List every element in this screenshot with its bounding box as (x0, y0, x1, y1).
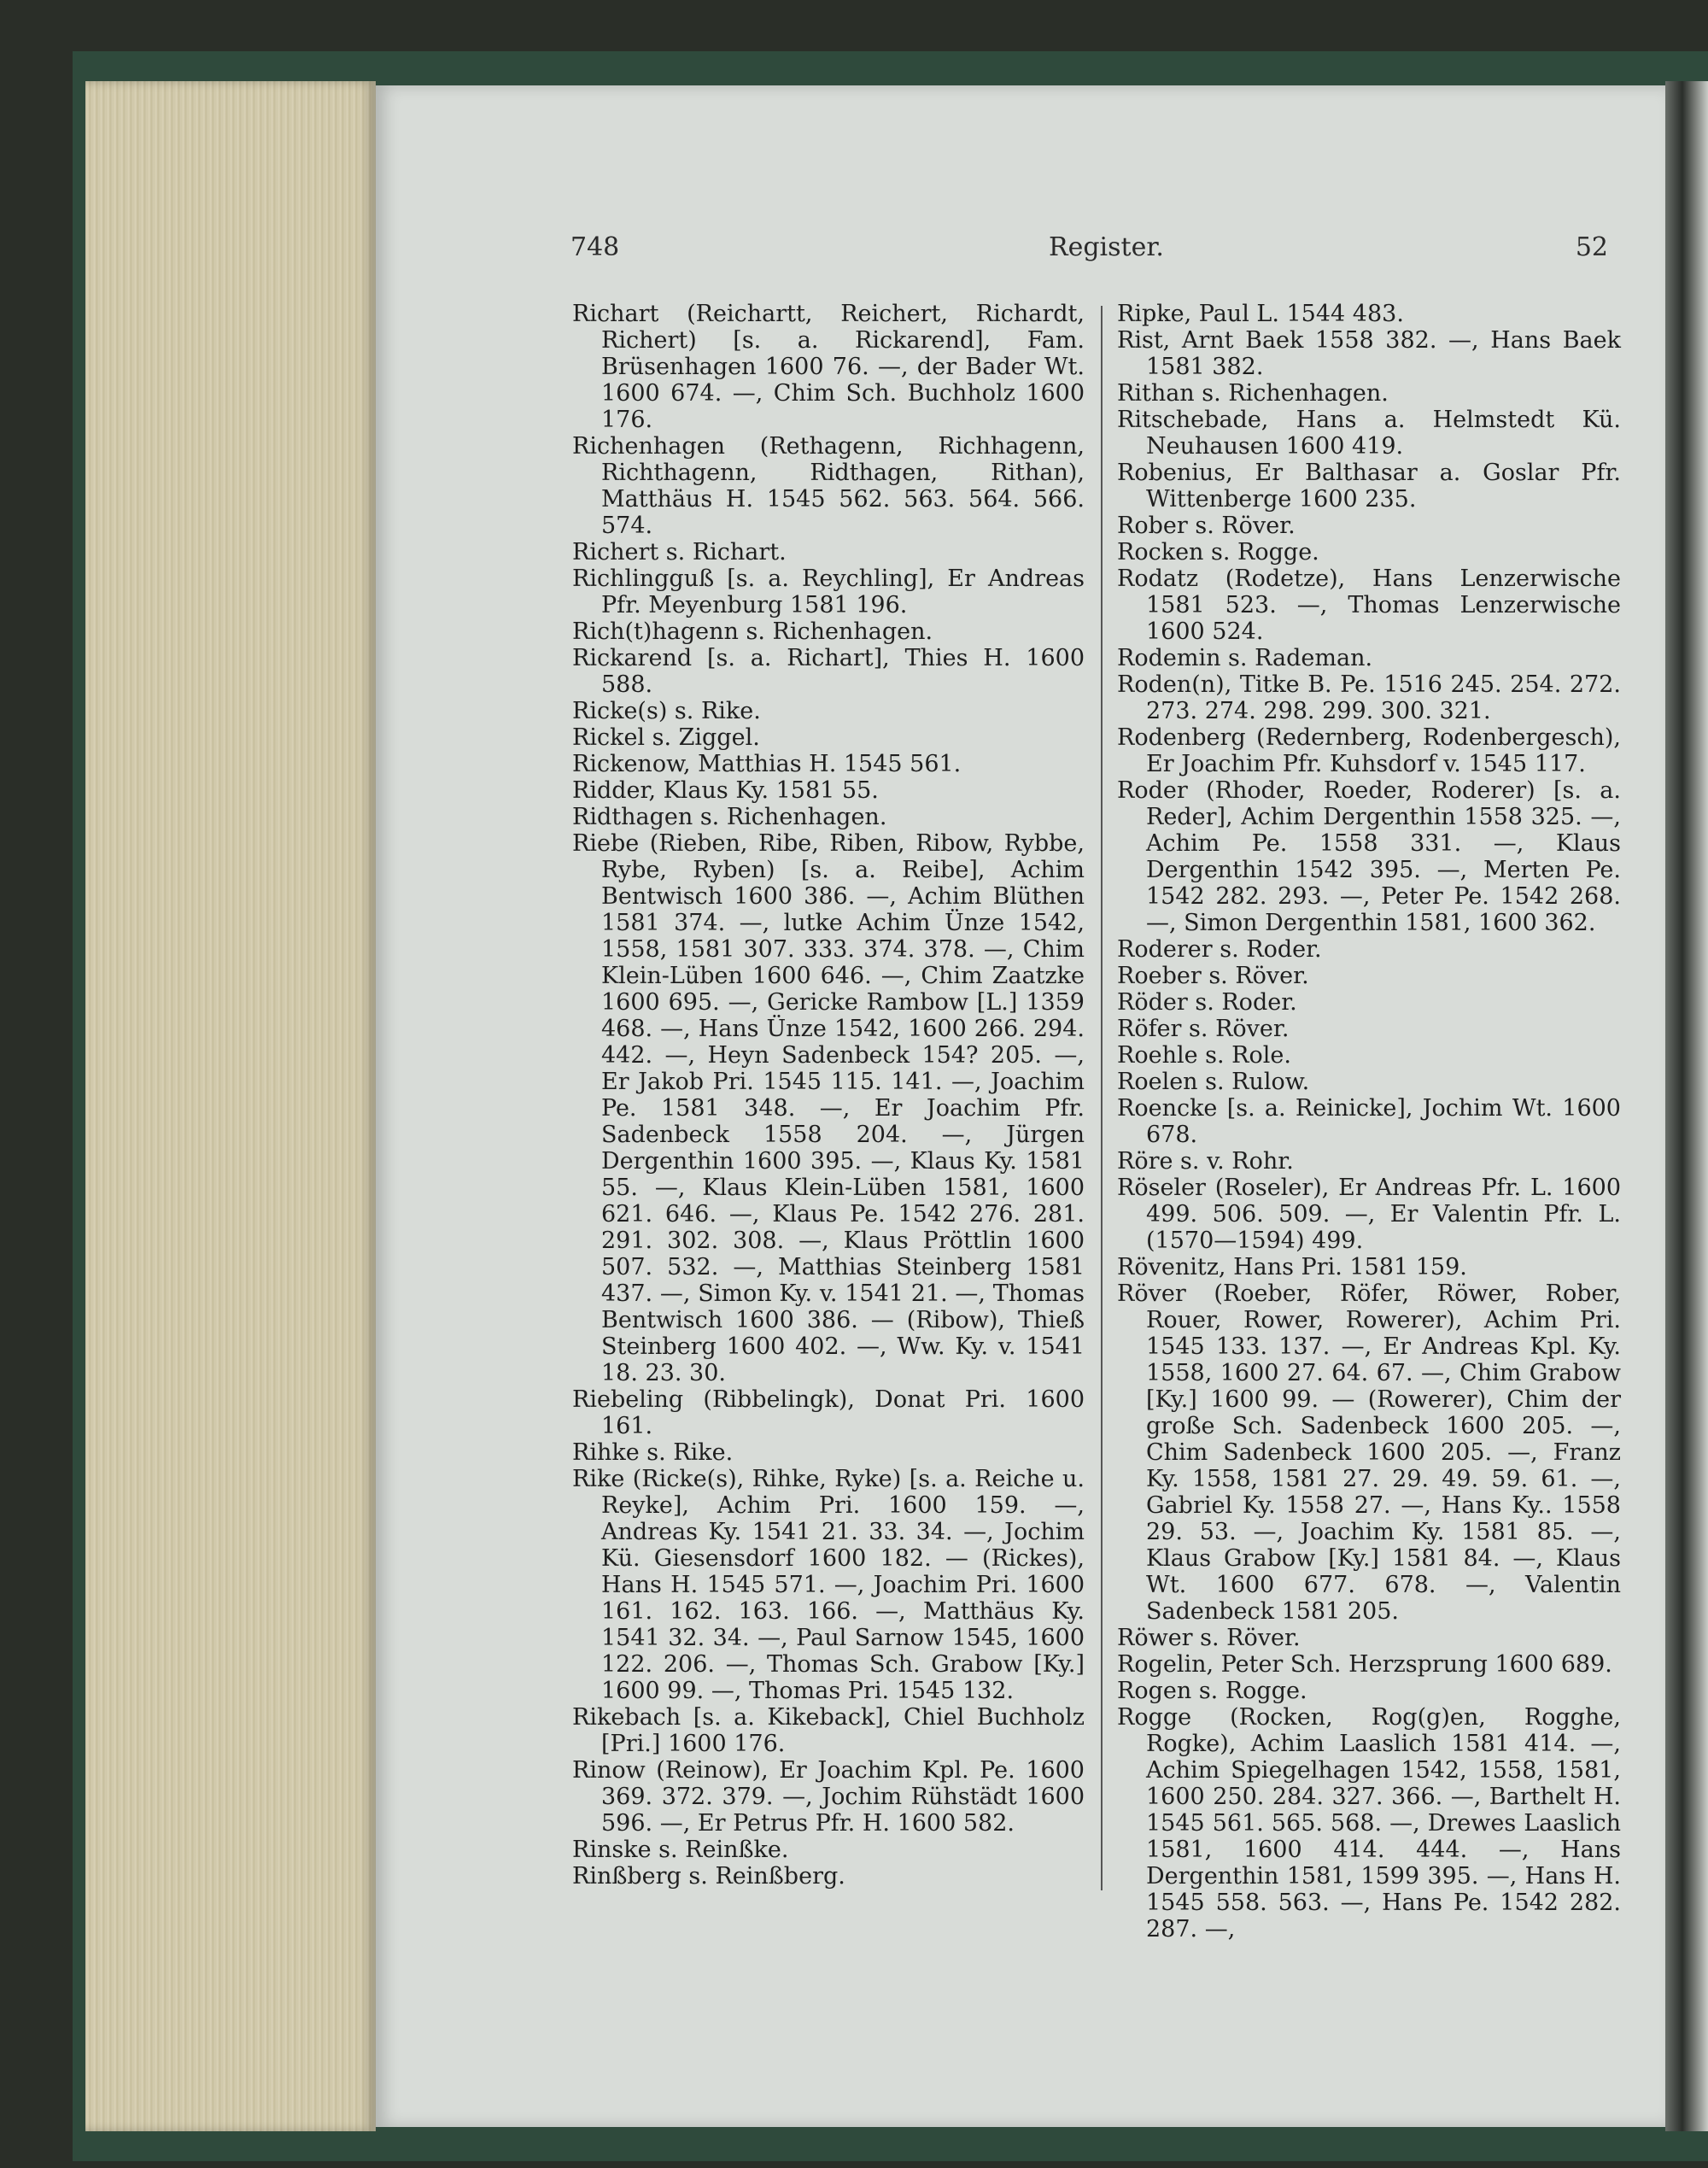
index-entry: Rickenow, Matthias H. 1545 561. (572, 751, 962, 777)
index-entry: Ridthagen s. Richenhagen. (572, 804, 887, 830)
index-entry: Rinow (Reinow), Er Joachim Kpl. Pe. 1600 369. 372. 379. —, Jochim Rühstädt 1600 596. —, Er Petrus Pfr. H. 1600 582. (572, 1757, 1085, 1837)
column-divider (1101, 306, 1103, 1890)
index-entry: Röseler (Roseler), Er Andreas Pfr. L. 1600 499. 506. 509. —, Er Valentin Pfr. L. (1570—1594) 499. (1117, 1175, 1621, 1254)
page-number-left: 748 (570, 232, 620, 262)
index-entry: Röwer s. Röver. (1117, 1625, 1301, 1651)
index-entry: Richlingguß [s. a. Reychling], Er Andreas Pfr. Meyenburg 1581 196. (572, 565, 1085, 618)
index-entry: Roencke [s. a. Reinicke], Jochim Wt. 1600 678. (1117, 1095, 1621, 1148)
index-entry: Rithan s. Richenhagen. (1117, 380, 1389, 407)
index-entry: Rövenitz, Hans Pri. 1581 159. (1117, 1254, 1467, 1280)
index-entry: Richenhagen (Rethagenn, Richhagenn, Richthagenn, Ridthagen, Rithan), Matthäus H. 1545 562. 563. 564. 566. 574. (572, 433, 1085, 539)
index-entry: Roder (Rhoder, Roeder, Roderer) [s. a. Reder], Achim Dergenthin 1558 325. —, Achim Pe. 1558 331. —, Klaus Dergenthin 1542 395. —, Merten Pe. 1542 282. 293. —, Peter Pe. 1542 268. —, Simon Dergenthin 1581, 1600 362. (1117, 777, 1621, 936)
index-entry: Riebe (Rieben, Ribe, Riben, Ribow, Rybbe, Rybe, Ryben) [s. a. Reibe], Achim Bentwisch 1600 386. —, Achim Blüthen 1581 374. —, lutke Achim Ünze 1542, 1558, 1581 307. 333. 374. 378. —, Chim Klein-Lüben 1600 646. —, Chim Zaatzke 1600 695. —, Gericke Rambow [L.] 1359 468. —, Hans Ünze 1542, 1600 266. 294. 442. —, Heyn Sadenbeck 154? 205. —, Er Jakob Pri. 1545 115. 141. —, Joachim Pe. 1581 348. —, Er Joachim Pfr. Sadenbeck 1558 204. —, Jürgen Dergenthin 1600 395. —, Klaus Ky. 1581 55. —, Klaus Klein-Lüben 1581, 1600 621. 646. —, Klaus Pe. 1542 276. 281. 291. 302. 308. —, Klaus Pröttlin 1600 507. 532. —, Matthias Steinberg 1581 437. —, Simon Ky. v. 1541 21. —, Thomas Bentwisch 1600 386. — (Ribow), Thieß Steinberg 1600 402. —, Ww. Ky. v. 1541 18. 23. 30. (572, 830, 1085, 1386)
index-entry: Rinßberg s. Reinßberg. (572, 1863, 845, 1890)
index-entry: Rodemin s. Rademan. (1117, 645, 1373, 671)
index-entry: Riebeling (Ribbelingk), Donat Pri. 1600 161. (572, 1386, 1085, 1439)
running-title: Register. (1049, 232, 1164, 262)
index-entry: Ritschebade, Hans a. Helmstedt Kü. Neuhausen 1600 419. (1117, 407, 1621, 460)
index-entry: Rinske s. Reinßke. (572, 1837, 789, 1863)
page-header (570, 232, 1608, 275)
index-entry: Roderer s. Roder. (1117, 936, 1322, 963)
index-entry: Rober s. Röver. (1117, 513, 1296, 539)
index-entry: Richert s. Richart. (572, 539, 787, 565)
index-entry: Roehle s. Role. (1117, 1042, 1291, 1069)
index-entry: Rickel s. Ziggel. (572, 724, 760, 751)
index-entry: Ripke, Paul L. 1544 483. (1117, 301, 1404, 327)
index-entry: Ricke(s) s. Rike. (572, 698, 761, 724)
index-entry: Röfer s. Röver. (1117, 1016, 1290, 1042)
next-page-gutter (1665, 81, 1708, 2131)
index-entry: Rocken s. Rogge. (1117, 539, 1319, 565)
page-edges (85, 81, 376, 2131)
right-column (1117, 301, 1621, 1942)
index-entry: Rich(t)hagenn s. Richenhagen. (572, 618, 933, 645)
page-number-right: 52 (1575, 232, 1608, 262)
index-entry: Roelen s. Rulow. (1117, 1069, 1310, 1095)
index-entry: Röre s. v. Rohr. (1117, 1148, 1294, 1175)
index-entry: Rogen s. Rogge. (1117, 1678, 1307, 1704)
index-entry: Röver (Roeber, Röfer, Röwer, Rober, Rouer, Rower, Rowerer), Achim Pri. 1545 133. 137. —, Er Andreas Kpl. Ky. 1558, 1600 27. 64. 67. —, Chim Grabow [Ky.] 1600 99. — (Rowerer), Chim der große Sch. Sadenbeck 1600 205. —, Chim Sadenbeck 1600 205. —, Franz Ky. 1558, 1581 27. 29. 49. 59. 61. —, Gabriel Ky. 1558 27. —, Hans Ky.. 1558 29. 53. —, Joachim Ky. 1581 85. —, Klaus Grabow [Ky.] 1581 84. —, Klaus Wt. 1600 677. 678. —, Valentin Sadenbeck 1581 205. (1117, 1280, 1621, 1625)
index-entry: Rike (Ricke(s), Rihke, Ryke) [s. a. Reiche u. Reyke], Achim Pri. 1600 159. —, Andreas Ky. 1541 21. 33. 34. —, Jochim Kü. Giesensdorf 1600 182. — (Rickes), Hans H. 1545 571. —, Joachim Pri. 1600 161. 162. 163. 166. —, Matthäus Ky. 1541 32. 34. —, Paul Sarnow 1545, 1600 122. 206. —, Thomas Sch. Grabow [Ky.] 1600 99. —, Thomas Pri. 1545 132. (572, 1466, 1085, 1704)
index-entry: Rogge (Rocken, Rog(g)en, Rogghe, Rogke), Achim Laaslich 1581 414. —, Achim Spiegelhagen 1542, 1558, 1581, 1600 250. 284. 327. 366. —, Barthelt H. 1545 561. 565. 568. —, Drewes Laaslich 1581, 1600 414. 444. —, Hans Dergenthin 1581, 1599 395. —, Hans H. 1545 558. 563. —, Hans Pe. 1542 282. 287. —, (1117, 1704, 1621, 1942)
index-entry: Roden(n), Titke B. Pe. 1516 245. 254. 272. 273. 274. 298. 299. 300. 321. (1117, 671, 1621, 724)
index-entry: Roeber s. Röver. (1117, 963, 1309, 989)
left-column (572, 301, 1085, 1890)
index-entry: Rodenberg (Redernberg, Rodenbergesch), Er Joachim Pfr. Kuhsdorf v. 1545 117. (1117, 724, 1621, 777)
index-entry: Rickarend [s. a. Richart], Thies H. 1600 588. (572, 645, 1085, 698)
index-entry: Röder s. Roder. (1117, 989, 1297, 1016)
index-entry: Ridder, Klaus Ky. 1581 55. (572, 777, 879, 804)
index-entry: Rihke s. Rike. (572, 1439, 734, 1466)
index-entry: Rist, Arnt Baek 1558 382. —, Hans Baek 1581 382. (1117, 327, 1621, 380)
index-entry: Richart (Reichartt, Reichert, Richardt, Richert) [s. a. Rickarend], Fam. Brüsenhagen 1600 76. —, der Bader Wt. 1600 674. —, Chim Sch. Buchholz 1600 176. (572, 301, 1085, 433)
index-entry: Rogelin, Peter Sch. Herzsprung 1600 689. (1117, 1651, 1612, 1678)
index-entry: Robenius, Er Balthasar a. Goslar Pfr. Wittenberge 1600 235. (1117, 460, 1621, 513)
index-entry: Rodatz (Rodetze), Hans Lenzerwische 1581 523. —, Thomas Lenzerwische 1600 524. (1117, 565, 1621, 645)
index-entry: Rikebach [s. a. Kikeback], Chiel Buchholz [Pri.] 1600 176. (572, 1704, 1085, 1757)
